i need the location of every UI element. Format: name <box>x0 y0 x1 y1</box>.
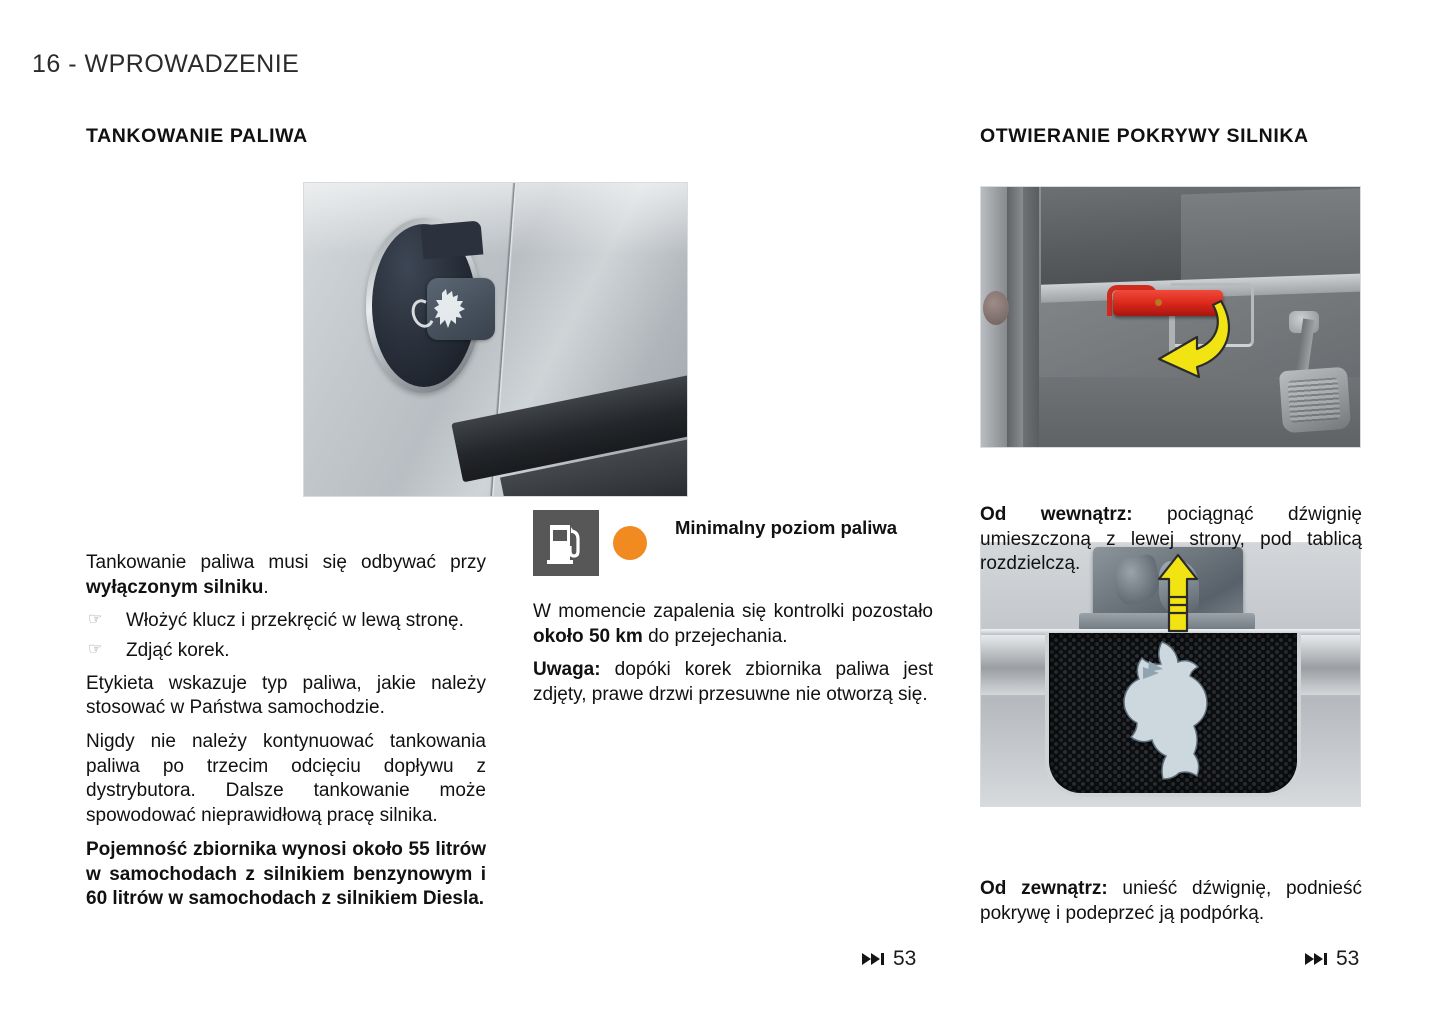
pointing-hand-icon: ☞ <box>88 641 103 659</box>
refuelling-intro-part1: Tankowanie paliwa musi się odbywać przy <box>86 551 486 573</box>
footer-reference-left[interactable] <box>862 947 916 971</box>
label-fuel-type-paragraph: Etykieta wskazuje typ paliwa, jakie należy stosować w Państwa samochodzie. <box>86 672 486 719</box>
footer-reference-right-page: 53 <box>1336 947 1360 970</box>
right-column <box>980 124 1362 926</box>
caption-from-inside-text: pociągnąć dźwignię umieszczoną z lewej strony, pod tablicą rozdzielczą. <box>980 503 1362 575</box>
step-text: Włożyć klucz i przekręcić w lewą stronę. <box>126 610 464 632</box>
list-item <box>86 609 486 634</box>
caption-from-outside-text: unieść dźwignię, podnieść pokrywę i podeprzeć ją podpórką. <box>980 878 1362 924</box>
step-text: Zdjąć korek. <box>126 640 230 662</box>
range-value: około 50 km <box>533 625 643 647</box>
fast-forward-icon <box>862 953 884 965</box>
right-photo1-spacer <box>980 163 1362 503</box>
remaining-range-paragraph <box>533 600 933 649</box>
footer-reference-right[interactable] <box>1305 947 1359 971</box>
footer-reference-left-page: 53 <box>893 947 917 970</box>
pointing-hand-icon: ☞ <box>88 611 103 629</box>
note-label: Uwaga: <box>533 659 601 681</box>
right-photo2-spacer <box>980 577 1362 877</box>
minimum-fuel-level-caption: Minimalny poziom paliwa <box>675 517 898 538</box>
refuelling-intro-bold: wyłączonym silniku <box>86 576 264 598</box>
page-header: 16 - WPROWADZENIE <box>32 50 300 78</box>
orange-indicator-dot <box>613 526 647 560</box>
range-text-part2: do przejechania. <box>642 625 788 647</box>
refuelling-intro <box>86 551 486 600</box>
left-column <box>86 124 486 921</box>
fuel-pump-icon-tile <box>533 510 599 576</box>
caption-from-outside-label: Od zewnątrz: <box>980 878 1108 900</box>
never-continue-paragraph: Nigdy nie należy kontynuować tankowania paliwa po trzecim odcięciu dopływu z dystrybutora. Dalsze tankowanie może spowodować nieprawidłową pracę silnika. <box>86 731 486 827</box>
caption-from-inside-label: Od wewnątrz: <box>980 503 1133 525</box>
refuelling-intro-part2: . <box>263 576 269 598</box>
list-item <box>86 639 486 664</box>
left-photo-spacer <box>86 163 486 551</box>
note-text: dopóki korek zbiornika paliwa jest zdjęty, prawe drzwi przesuwne nie otworzą się. <box>533 659 933 706</box>
tank-capacity-paragraph: Pojemność zbiornika wynosi około 55 litrów w samochodach z silnikiem benzynowym i 60 litrów w samochodach z silnikiem Diesla. <box>86 838 486 910</box>
refuelling-steps-list <box>86 609 486 663</box>
fast-forward-icon <box>1305 953 1327 965</box>
minimum-fuel-symbol-row <box>533 510 933 576</box>
section-title-hood-opening: OTWIERANIE POKRYWY SILNIKA <box>980 125 1309 147</box>
range-text-part1: W momencie zapalenia się kontrolki pozostało <box>533 601 933 622</box>
middle-column <box>533 510 933 717</box>
section-title-refuelling: TANKOWANIE PALIWA <box>86 125 308 147</box>
fuel-pump-icon <box>546 521 586 565</box>
caption-from-outside <box>980 877 1362 926</box>
caption-from-inside <box>980 503 1362 577</box>
note-paragraph <box>533 658 933 707</box>
